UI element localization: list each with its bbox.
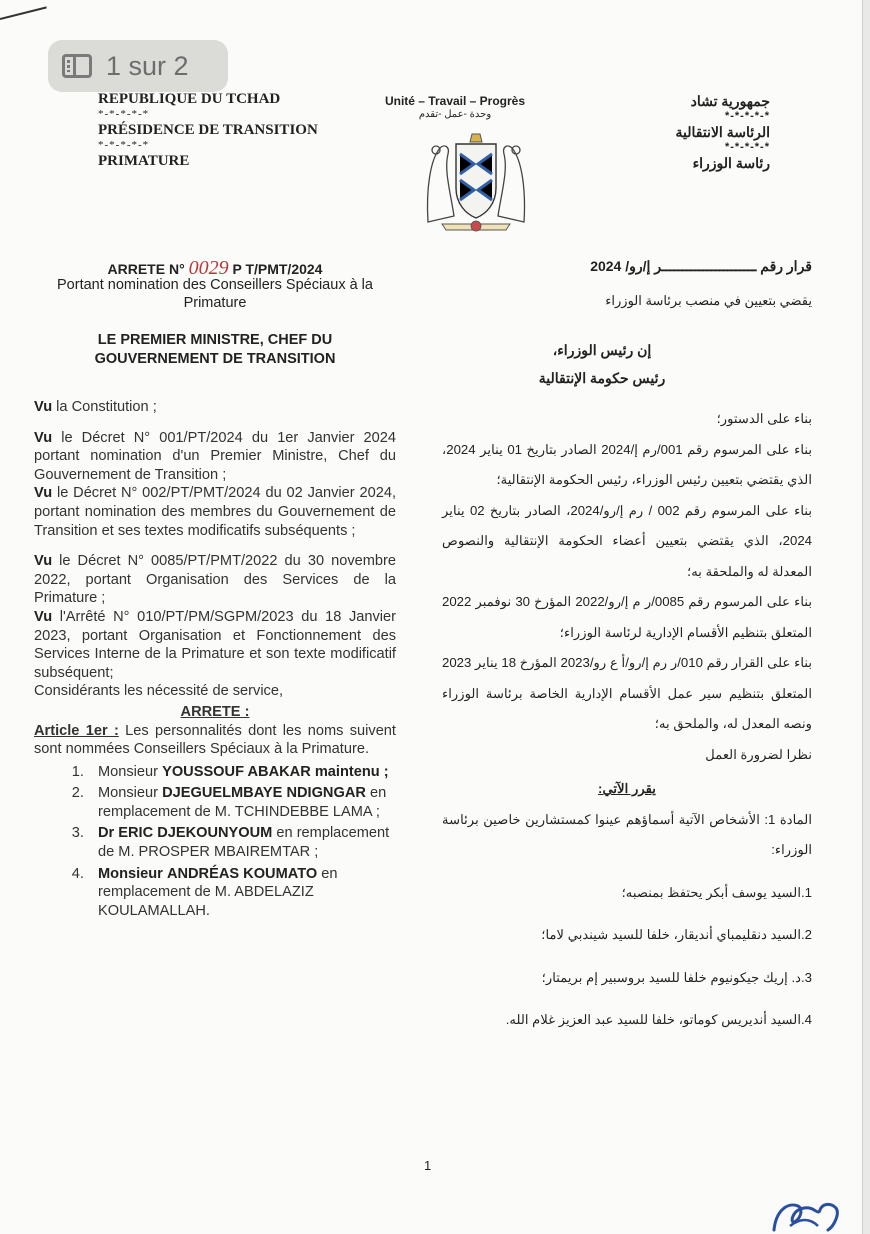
pen-mark <box>0 6 47 20</box>
page-indicator[interactable] <box>48 40 228 92</box>
list-item: 2.السيد دنقليمباي أنديقار، خلفا للسيد شيندبي لاما؛ <box>541 927 812 942</box>
visa-ar: بناء على المرسوم رقم 001/رم إ/2024 الصادر بتاريخ 01 يناير 2024، الذي يقتضي بتعيين رئيس الوزراء، رئيس الحكومة الإنتقالية؛ <box>442 441 812 487</box>
visa-ar: بناء على المرسوم رقم 0085/ر م إ/رو/2022 المؤرخ 30 نوفمبر 2022 المتعلق بتنظيم الأقسام الإدارية لرئاسة الوزراء؛ <box>442 594 812 640</box>
coat-of-arms-icon <box>420 130 532 234</box>
separator-stars: *-*-*-*-* <box>724 141 770 153</box>
sidebar-icon[interactable] <box>62 54 92 78</box>
nominations-list-ar <box>442 878 812 1036</box>
presidency-ar: الرئاسة الانتقالية <box>675 124 770 140</box>
visa: Vu le Décret N° 0085/PT/PMT/2022 du 30 novembre 2022, portant Organisation des Services de la Primature ; <box>34 553 396 607</box>
handwritten-number: 0029 <box>188 257 229 279</box>
separator-stars: *-*-*-*-* <box>724 110 770 122</box>
decision-number-ar: قرار رقم ـــــــــــــــــــــــر إ/رو/ 2024 <box>590 258 812 274</box>
header-right <box>675 92 770 172</box>
visa: Vu la Constitution ; <box>34 399 157 415</box>
decision-subtitle-ar: يقضي بتعيين في منصب برئاسة الوزراء <box>605 293 812 308</box>
pm-title-ar <box>492 336 712 392</box>
list-item: 1.السيد يوسف أبكر يحتفظ بمنصبه؛ <box>621 884 812 900</box>
page-indicator-label: 1 sur 2 <box>106 50 189 81</box>
arabic-body <box>442 404 812 1036</box>
separator-stars: *-*-*-*-* <box>98 108 150 120</box>
arrete-prefix: ARRETE N° <box>107 261 185 277</box>
motto-fr: Unité – Travail – Progrès <box>384 94 526 108</box>
list-item: 3. Dr ERIC DJEKOUNYOUM en remplacement de M. PROSPER MBAIREMTAR ; <box>88 824 396 861</box>
french-body <box>34 398 396 923</box>
header-left <box>98 90 318 170</box>
header-motto <box>360 94 550 120</box>
arrete-suffix: P T/PMT/2024 <box>232 261 323 277</box>
visa-ar: بناء على المرسوم رقم 002 / رم إ/رو/2024، الصادر بتاريخ 02 يناير 2024، الذي يقتضي بتعيين أعضاء الحكومة الإنتقالية والنصوص المعدلة له والملحقة به؛ <box>442 502 812 579</box>
visa: Vu l'Arrêté N° 010/PT/PM/SGPM/2023 du 18 Janvier 2023, portant Organisation et Fonctionnement des Services Interne de la Primature et son texte modificatif subséquent; <box>34 608 396 681</box>
decides-heading-ar: يقرر الآتي: <box>598 781 656 796</box>
article-label: Article 1er : <box>34 722 119 739</box>
visa: Vu le Décret N° 001/PT/2024 du 1er Janvier 2024 portant nomination d'un Premier Ministre, Chef du Gouvernement de Transition ; <box>34 429 396 483</box>
visa-ar: بناء على الدستور؛ <box>716 411 812 426</box>
pm-line: رئيس حكومة الإنتقالية <box>538 370 666 386</box>
arrete-heading: ARRETE : <box>180 703 250 720</box>
republic-name-fr: REPUBLIQUE DU TCHAD <box>98 91 281 107</box>
list-item: 4. Monsieur ANDRÉAS KOUMATO en remplacement de M. ABDELAZIZ KOULAMALLAH. <box>88 865 396 921</box>
visa-ar: بناء على القرار رقم 010/ر رم إ/رو/أ ع رو/2023 المؤرخ 18 يناير 2023 المتعلق بتنظيم سير عمل الأقسام الإدارية الخاصة برئاسة الوزراء ونصه المعدل له، والملحق به؛ <box>442 655 812 731</box>
presidency-fr: PRÉSIDENCE DE TRANSITION <box>98 122 318 138</box>
primature-ar: رئاسة الوزراء <box>692 155 770 171</box>
list-item: 4.السيد أنديريس كوماتو، خلفا للسيد عبد العزيز غلام الله. <box>505 1012 812 1027</box>
page-number: 1 <box>424 1158 432 1173</box>
arrete-subtitle: Portant nomination des Conseillers Spéciaux à la Primature <box>57 277 373 311</box>
visa: Vu le Décret N° 002/PT/PMT/2024 du 02 Janvier 2024, portant nomination des membres du Gouvernement de Transition et ses textes modificatifs subséquents ; <box>34 485 396 539</box>
signature-stamp-icon <box>770 1196 842 1234</box>
considerant: Considérants les nécessité de service, <box>34 683 284 700</box>
pm-title: LE PREMIER MINISTRE, CHEF DU GOUVERNEMENT DE TRANSITION <box>94 332 336 367</box>
list-item: 1. Monsieur YOUSSOUF ABAKAR maintenu ; <box>88 763 396 782</box>
separator-stars: *-*-*-*-* <box>98 139 150 151</box>
visa-ar: نظرا لضرورة العمل <box>705 746 812 762</box>
article-1 <box>34 722 396 759</box>
pm-line: إن رئيس الوزراء، <box>552 342 652 358</box>
motto-ar: وحدة -عمل -تقدم <box>418 109 492 120</box>
nominations-list <box>34 763 396 921</box>
article-ar: المادة 1: الأشخاص الآتية أسماؤهم عينوا كمستشارين خاصين برئاسة الوزراء: <box>442 811 812 857</box>
article-text: Les personnalités dont les noms suivent sont nommées Conseillers Spéciaux à la Primature. <box>34 722 396 758</box>
primature-fr: PRIMATURE <box>98 153 190 169</box>
list-item: 3.د. إريك جيكونيوم خلفا للسيد بروسبير إم بريمتار؛ <box>541 969 812 985</box>
list-item: 2. Monsieur DJEGUELMBAYE NDIGNGAR en remplacement de M. TCHINDEBBE LAMA ; <box>88 784 396 821</box>
republic-name-ar: جمهورية تشاد <box>690 93 770 109</box>
